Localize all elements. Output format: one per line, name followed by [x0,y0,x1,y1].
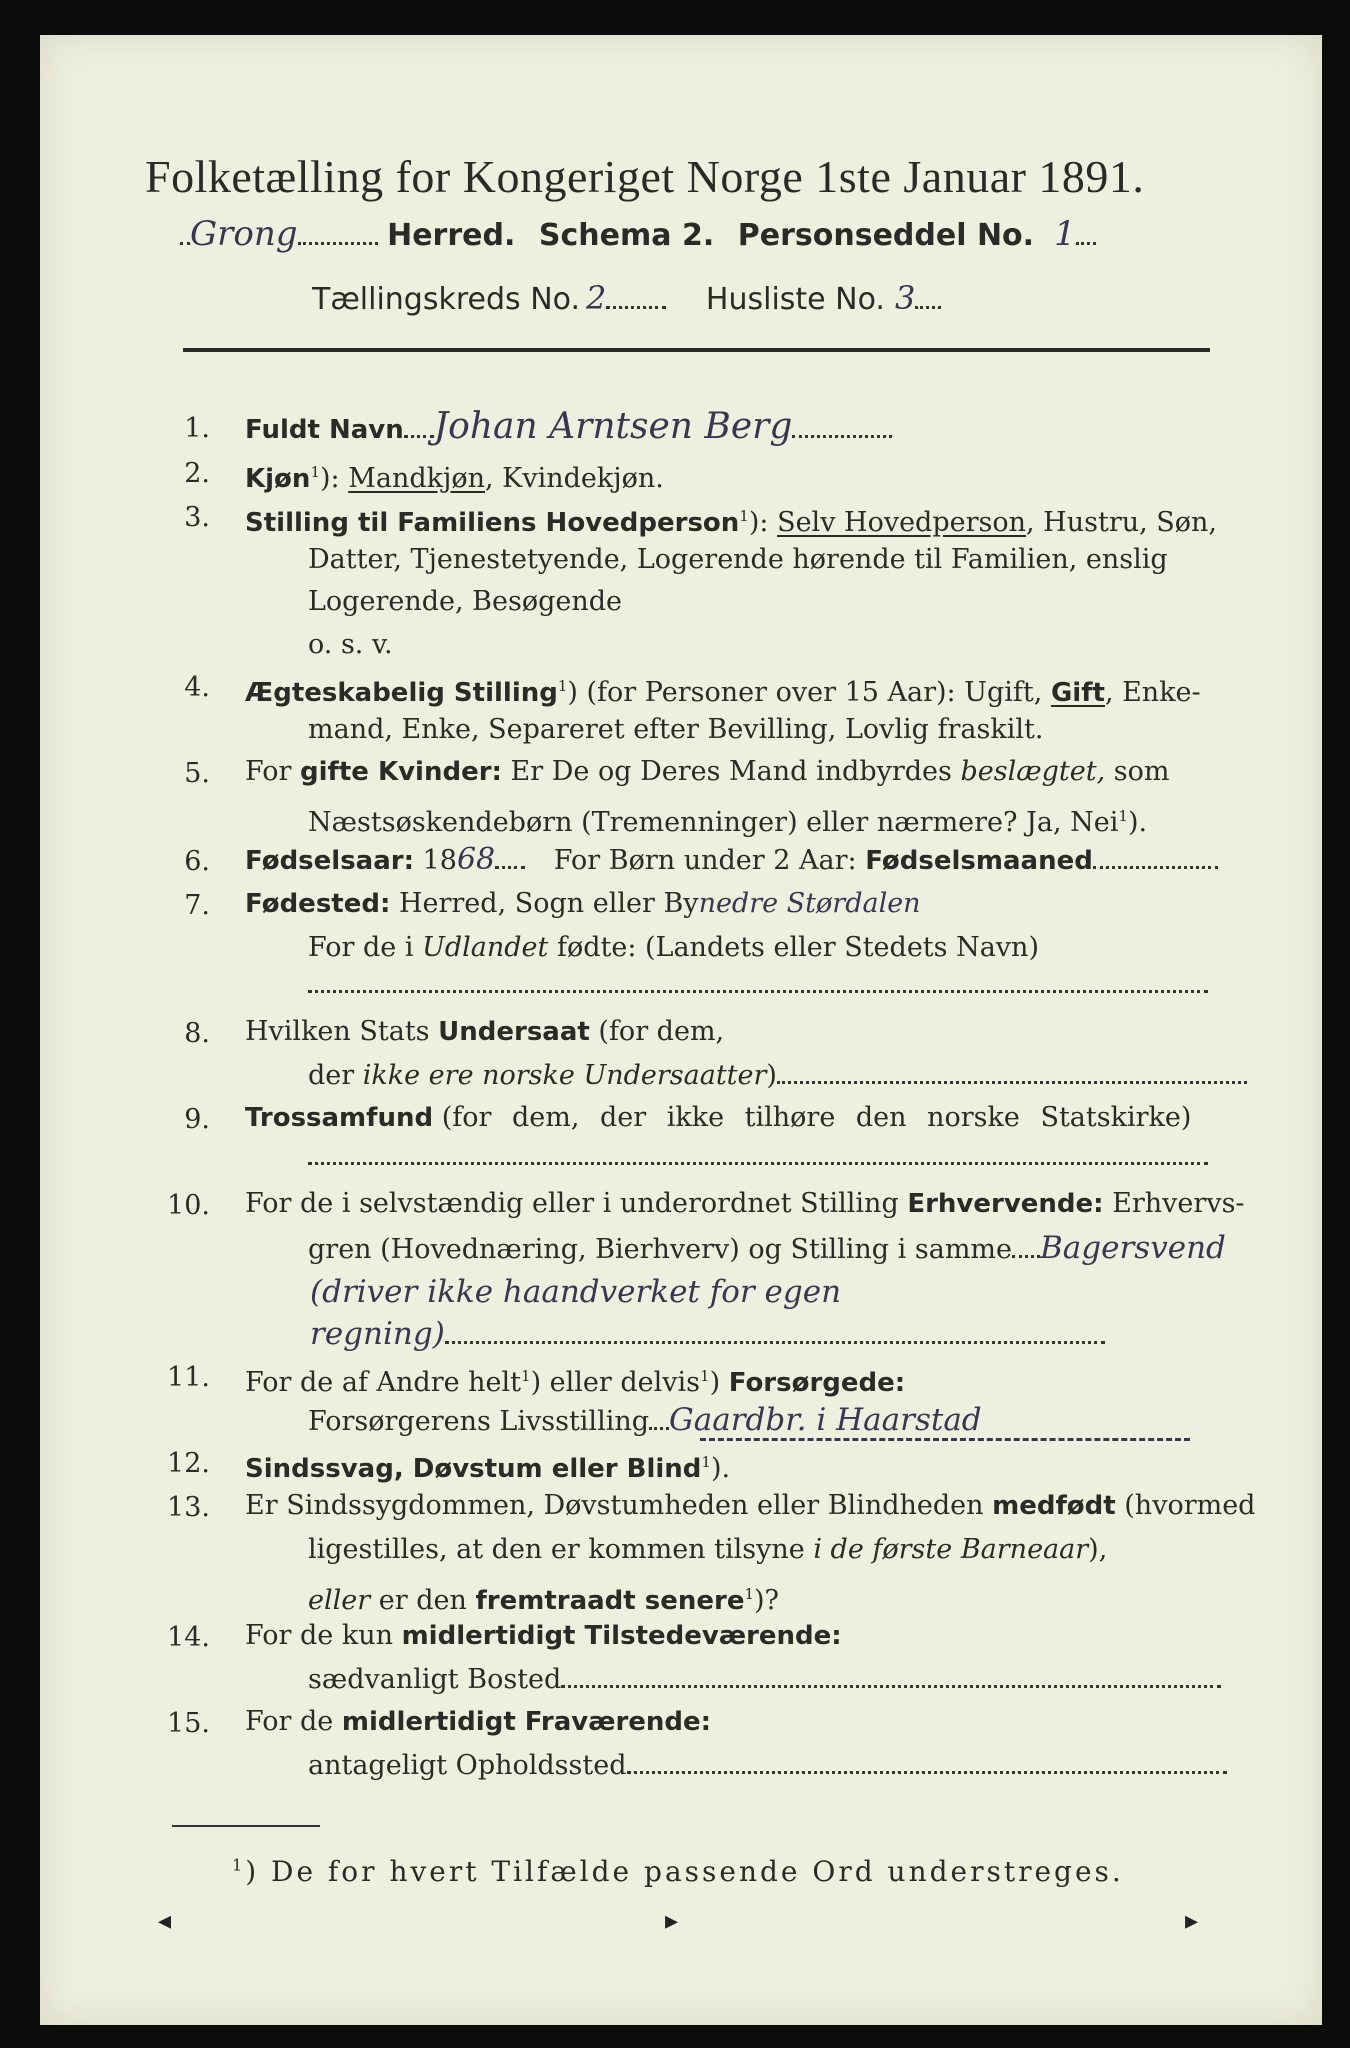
text: For de kun [245,1620,393,1651]
item-10-occupation [245,1188,1245,1220]
item-6-birth-year [245,844,1218,877]
text: Er Sindssygdommen, Døvstumheden eller Blindheden [245,1490,984,1521]
text: ) [766,1060,777,1091]
item-4-marital-status [245,670,1201,709]
item-13-congenital [245,1490,1255,1522]
text: , Enke- [1104,677,1201,708]
item-10-line2 [308,1232,1226,1266]
text: som [1113,756,1170,787]
field-label: Fødselsaar: [245,846,414,876]
item-11-dependents [245,1360,905,1399]
footnote-ref: 1 [739,507,749,525]
handwritten-dash-line [700,1438,1190,1441]
item-9-religion [245,1102,1191,1134]
item-11-line2 [308,1404,982,1438]
footnote-ref: 1 [744,1585,755,1603]
item-number: 13. [167,1492,210,1523]
header-divider [183,348,1210,352]
birthplace-handwritten: nedre Størdalen [698,888,921,919]
text: sædvanligt Bosted [308,1664,562,1695]
item-14-temporary-present [245,1620,842,1652]
item-number: 5. [184,758,210,789]
item-5-married-women [245,756,1170,788]
text: ) (for Personer over 15 Aar): Ugift, [567,677,1043,708]
herred-label: Herred. [387,218,516,253]
husliste-handwritten: 3 [894,279,916,317]
text: er den [378,1585,467,1616]
footnote-ref: 1 [701,1453,711,1471]
text: For Børn under 2 Aar: [553,845,857,876]
item-7-birthplace [245,888,921,920]
text: der [308,1060,355,1091]
item-13-line3 [308,1578,779,1617]
text: Hvilken Stats [245,1016,430,1047]
text: 18 [422,845,457,876]
center-mark-icon: ▸ [665,1906,679,1936]
footnote-ref: 1 [1118,807,1128,825]
text: Herred, Sogn eller By [398,888,699,919]
item-number: 2. [184,458,210,489]
field-label: Sindssvag, Døvstum eller Blind [245,1454,702,1484]
field-label: Erhvervende: [907,1189,1104,1219]
text: ). [1127,807,1148,838]
field-label: midlertidigt Fraværende: [341,1707,712,1737]
item-number: 15. [167,1708,210,1739]
item-number: 11. [167,1362,210,1393]
personseddel-label: Personseddel No. [737,218,1035,253]
text: Forsørgerens Livsstilling [308,1406,650,1437]
text: (hvormed [1124,1490,1256,1521]
herred-handwritten: Grong [190,214,298,254]
footnote-ref: 1 [521,1367,531,1385]
field-label: Ægteskabelig Stilling [245,678,558,708]
item-number: 7. [184,890,210,921]
taellingskreds-line [312,279,941,317]
text: gren (Hovednæring, Bierhverv) og Stilling i samme [308,1234,1013,1265]
text: beslægtet, [960,756,1106,787]
item-14-line2 [308,1664,1221,1696]
personseddel-handwritten: 1 [1054,214,1076,254]
field-label: Trossamfund [245,1103,434,1133]
birth-year-handwritten: 68 [456,842,496,877]
text: o. s. v. [308,629,393,660]
item-number: 14. [167,1622,210,1653]
option-selected: Mandkjøn [348,463,486,494]
item-number: 4. [184,672,210,703]
text: Er De og Deres Mand indbyrdes [510,756,952,787]
text: )? [754,1585,780,1616]
field-label: Fuldt Navn [245,415,404,445]
item-number: 12. [167,1448,210,1479]
footnote-ref: 1 [232,1855,246,1875]
text: Udlandet [422,932,549,963]
text: ): [319,463,340,494]
text: eller [308,1585,371,1616]
text: Datter, Tjenestetyende, Logerende hørende til Familien, enslig [308,544,1168,575]
text: For de i [308,932,414,963]
field-label: Fødselsmaaned [865,846,1093,876]
field-label: Stilling til Familiens Hovedperson [245,508,740,538]
option-selected: Selv Hovedperson [777,507,1027,538]
footnote-ref: 1 [310,463,320,481]
item-number: 3. [184,502,210,533]
text: For de [245,1706,334,1737]
field-label: Forsørgede: [728,1368,906,1398]
text: Logerende, Besøgende [308,586,622,617]
footnote-ref: 1 [557,677,568,695]
provider-handwritten: Gaardbr. i Haarstad [669,1402,982,1438]
item-8-citizenship [245,1016,724,1048]
field-label: fremtraadt senere [475,1586,745,1616]
text: ligestilles, at den er kommen tilsyne [308,1534,805,1565]
footnote-ref: 1 [700,1367,710,1385]
text: ). [710,1453,731,1484]
corner-mark-icon: ◂ [158,1906,172,1936]
item-5-line2 [308,800,1147,839]
text: For de af Andre helt [245,1367,522,1398]
option-selected: Gift [1050,678,1105,708]
text: antageligt Opholdssted [308,1750,627,1781]
text: ), [1088,1534,1108,1565]
text: ) [709,1367,721,1398]
herred-line [180,214,1096,254]
text: For [245,756,292,787]
item-15-line2 [308,1750,1227,1782]
occupation-handwritten-line2: (driver ikke haandverket for egen [310,1274,842,1310]
form-title: Folketælling for Kongeriget Norge 1ste Januar 1891. [145,151,1145,202]
item-number: 9. [184,1104,210,1135]
item-7-line2 [308,932,1039,964]
item-2-sex [245,456,664,495]
occupation-handwritten: Bagersvend [1040,1230,1226,1266]
text: mand, Enke, Separeret efter Bevilling, Lovlig fraskilt. [308,714,1044,745]
full-name-handwritten: Johan Arntsen Berg [433,406,793,447]
field-label: midlertidigt Tilstedeværende: [401,1621,842,1651]
footnote-text: ) De for hvert Tilfælde passende Ord understreges. [245,1855,1124,1888]
text: (for dem, der ikke tilhøre den norske Statskirke) [441,1102,1192,1133]
item-number: 6. [184,846,210,877]
footnote-divider [172,1825,320,1827]
item-number: 1. [184,413,210,444]
item-12-disability [245,1446,730,1485]
text: ): [748,507,769,538]
field-label: Undersaat [438,1017,590,1047]
item-3-family-position [245,500,1217,539]
text: For de i selvstændig eller i underordnet Stilling [245,1188,899,1219]
text: ikke ere norske Undersaatter [362,1060,767,1091]
text: Erhvervs- [1112,1188,1245,1219]
item-8-line2 [308,1060,1247,1092]
footnote [232,1855,1124,1888]
option: , Kvindekjøn. [485,463,664,494]
dotted-line [308,1162,1208,1165]
husliste-label: Husliste No. [705,282,885,317]
taellingskreds-label: Tællingskreds No. [312,282,580,317]
field-label: medfødt [992,1491,1116,1521]
item-number: 10. [167,1190,210,1221]
text: i de første Barneaar [813,1534,1089,1565]
taellingskreds-handwritten: 2 [586,279,607,317]
text: Næstsøskendebørn (Tremenninger) eller nærmere? Ja, Nei [308,807,1119,838]
corner-mark-icon: ▸ [1185,1906,1199,1936]
text: , Hustru, Søn, [1026,507,1218,538]
occupation-handwritten-line3: regning) [310,1316,445,1352]
item-1-full-name [245,406,892,447]
text: ) eller delvis [530,1367,701,1398]
item-13-line2 [308,1534,1107,1566]
field-label: Kjøn [245,464,311,494]
field-label: Fødested: [245,889,391,919]
dotted-line [308,990,1208,993]
field-label: gifte Kvinder: [300,757,502,787]
text: fødte: (Landets eller Stedets Navn) [556,932,1039,963]
text: (for dem, [598,1016,725,1047]
schema-label: Schema 2. [538,218,715,253]
item-number: 8. [184,1018,210,1049]
item-10-line4 [310,1318,1105,1352]
item-15-temporary-absent [245,1706,711,1738]
